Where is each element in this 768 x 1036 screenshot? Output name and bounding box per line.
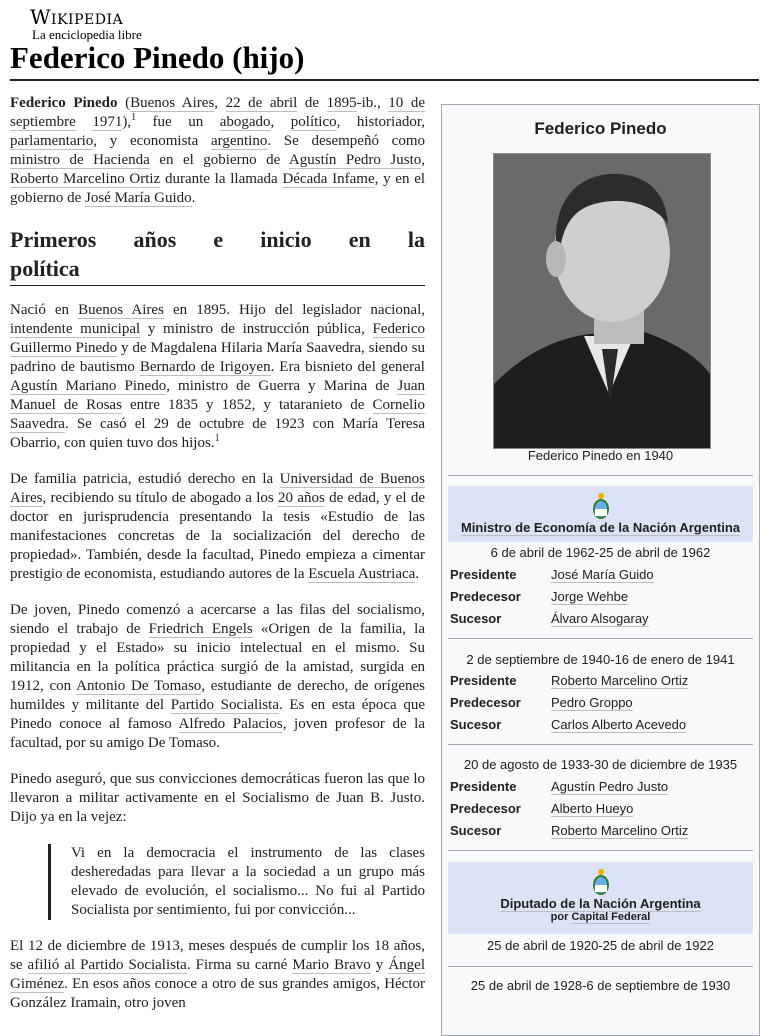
office-title[interactable]	[448, 896, 753, 911]
link-buenos-aires[interactable]: Buenos Aires	[78, 302, 164, 318]
link-cornelio-saavedra[interactable]: Cornelio Saavedra	[10, 397, 425, 432]
district-link[interactable]: Capital Federal	[571, 911, 651, 923]
text: . Se casó el 29 de octubre de 1923 con María Teresa Obarrio, con quien tuvo dos hijos.	[10, 416, 425, 451]
row-label: Presidente	[450, 567, 517, 582]
link-uba[interactable]: Universidad de Buenos Aires	[10, 471, 425, 506]
text: , y en el gobierno de	[10, 171, 426, 206]
link-afilio[interactable]: afilió al Partido Socialista	[27, 957, 187, 973]
link-ortiz[interactable]: Roberto Marcelino Ortiz	[10, 171, 161, 187]
link-juan-manuel-de-rosas[interactable]: Juan Manuel de Rosas	[10, 378, 425, 413]
text: De joven, Pinedo comenzó a acercarse a las filas del socialismo, siendo el trabajo de	[10, 602, 425, 637]
term-dates: 20 de agosto de 1933-30 de diciembre de 1935	[463, 757, 738, 772]
link-antonio-de-tomaso[interactable]: Antonio De Tomaso	[76, 678, 202, 694]
row-value-link[interactable]: Roberto Marcelino Ortiz	[551, 823, 689, 838]
text: entre 1835 y 1852, y tataranieto de	[121, 397, 373, 413]
row-label: Presidente	[450, 673, 517, 688]
infobox-row	[450, 611, 750, 629]
text: fue un	[136, 114, 220, 130]
link-birthplace[interactable]: Buenos Aires	[130, 95, 215, 111]
infobox-row	[450, 695, 750, 713]
link-mario-bravo[interactable]: Mario Bravo	[292, 957, 371, 973]
infobox-row	[450, 589, 750, 607]
link-escuela-austriaca[interactable]: Escuela Austriaca	[308, 566, 416, 582]
text: . Se desempeñó como	[267, 133, 425, 149]
infobox-row	[450, 717, 750, 735]
text: De familia patricia, estudió derecho en la	[10, 471, 280, 487]
link-friedrich-engels[interactable]: Friedrich Engels	[148, 621, 253, 637]
divider	[448, 475, 753, 476]
link-intendente[interactable]: intendente municipal	[10, 321, 141, 337]
text: (	[117, 95, 131, 111]
term-dates: 25 de abril de 1928-6 de septiembre de 1930	[470, 978, 731, 993]
link-bernardo-de-irigoyen[interactable]: Bernardo de Irigoyen	[139, 359, 271, 375]
row-label: Predecesor	[450, 589, 521, 604]
row-value-link[interactable]: Álvaro Alsogaray	[551, 611, 649, 626]
link-justo[interactable]: Agustín Pedro Justo	[288, 152, 422, 168]
divider	[448, 638, 753, 639]
link-politico[interactable]: político	[290, 114, 337, 130]
text: , ministro de Guerra y Marina de	[166, 378, 398, 394]
office-title[interactable]	[448, 520, 753, 535]
link-birthyear[interactable]: 1895	[326, 95, 357, 111]
text: . Firma su carné	[186, 957, 293, 973]
office-title-link[interactable]: Diputado de la Nación Argentina	[500, 896, 701, 911]
reference-1[interactable]: 1	[214, 433, 220, 444]
wikipedia-logo[interactable]	[30, 6, 142, 41]
text: .	[415, 566, 420, 582]
row-label: Presidente	[450, 779, 517, 794]
portrait-image	[494, 154, 710, 448]
text: durante la llamada	[160, 171, 283, 187]
text: , recibiendo su título de abogado a los	[42, 490, 279, 506]
link-20-anos[interactable]: 20 años	[278, 490, 325, 506]
row-value-link[interactable]: Roberto Marcelino Ortiz	[551, 673, 689, 688]
wordmark	[30, 6, 142, 28]
link-argentino[interactable]: argentino	[210, 133, 268, 149]
paragraph-early-life	[10, 301, 425, 453]
office-subtitle	[448, 911, 753, 923]
text: El 12 de diciembre de 1913, meses después de cumplir los 18 años, se	[10, 938, 425, 973]
term-dates: 25 de abril de 1920-25 de abril de 1922	[487, 938, 714, 953]
text: y de Magdalena Hilaria María Saavedra, siendo su padrino de bautismo	[10, 340, 425, 375]
link-deathyear[interactable]: 1971	[92, 114, 123, 130]
link-agustin-mariano-pinedo[interactable]: Agustín Mariano Pinedo	[10, 378, 167, 394]
portrait-photo[interactable]	[493, 153, 711, 449]
office-title-link[interactable]: Ministro de Economía de la Nación Argentina	[460, 520, 741, 535]
wordmark-text: Wikipedia	[30, 5, 124, 29]
section-heading	[10, 225, 425, 286]
paragraph-education	[10, 470, 425, 584]
divider	[448, 744, 753, 745]
text: ,	[214, 95, 226, 111]
text: .	[191, 190, 196, 206]
text: por	[550, 911, 572, 923]
link-deathdate[interactable]: 10 de septiembre	[10, 95, 425, 130]
infobox	[441, 104, 760, 1036]
office-header-deputy	[448, 862, 753, 934]
row-label: Predecesor	[450, 801, 521, 816]
text: «Origen de la familia, la propiedad y el Estado» su inicio intelectual en el mismo. Su militancia en la política práctica surgió de la amistad, surgida en 1912, con	[10, 621, 425, 694]
title-divider	[10, 79, 759, 81]
row-value-link[interactable]: José María Guido	[551, 567, 654, 582]
text	[76, 114, 93, 130]
link-partido-socialista[interactable]: Partido Socialista	[170, 697, 279, 713]
office-header-minister	[448, 486, 753, 542]
infobox-row	[450, 567, 750, 585]
row-label: Sucesor	[450, 823, 502, 838]
text: . Era bisnieto del general	[270, 359, 425, 375]
text: , estudiante de derecho, de orígenes humildes y militante del	[10, 678, 425, 713]
coat-of-arms-icon	[590, 492, 612, 520]
reference-1[interactable]: 1	[131, 112, 137, 123]
page-title: Federico Pinedo (hijo)	[10, 40, 305, 75]
row-value-link[interactable]: Carlos Alberto Acevedo	[551, 717, 687, 732]
paragraph-affiliation	[10, 937, 425, 1013]
link-alfredo-palacios[interactable]: Alfredo Palacios	[178, 716, 283, 732]
link-abogado[interactable]: abogado	[219, 114, 271, 130]
link-guido[interactable]: José María Guido	[84, 190, 192, 206]
text: ,	[270, 114, 291, 130]
text: , y economista	[93, 133, 211, 149]
link-federico-guillermo-pinedo[interactable]: Federico Guillermo Pinedo	[10, 321, 425, 356]
row-label: Predecesor	[450, 695, 521, 710]
row-value-link[interactable]: Alberto Hueyo	[551, 801, 634, 816]
text: ),	[122, 114, 132, 130]
heading-line: política	[10, 256, 80, 281]
divider	[448, 966, 753, 967]
term-dates: 2 de septiembre de 1940-16 de enero de 1941	[466, 652, 735, 667]
row-value-link[interactable]: Agustín Pedro Justo	[551, 779, 669, 794]
infobox-row	[450, 779, 750, 797]
divider	[448, 850, 753, 851]
text: y	[370, 957, 389, 973]
text: de	[297, 95, 327, 111]
text: y ministro de instrucción pública,	[140, 321, 373, 337]
blockquote: Vi en la democracia el instrumento de las clases desheredadas para llevar a la sociedad a un grupo más elevado de evolución, el socialismo... No fui al Partido Socialista por sentimiento, fui por convicción...	[48, 844, 425, 920]
link-birthdate[interactable]: 22 de abril	[225, 95, 298, 111]
text: Nació en	[10, 302, 79, 318]
article-body	[10, 94, 425, 1030]
text: de edad, y el de doctor en jurisprudencia presentando la tesis «Estudio de las manifestaciones concretas de la socialización del derecho de propiedad». También, desde la facultad, Pinedo empieza a cimentar prestigio de economista, estudiando autores de la	[10, 490, 425, 582]
portrait-caption: Federico Pinedo en 1940	[527, 448, 674, 463]
infobox-row	[450, 673, 750, 691]
text: , historiador,	[336, 114, 426, 130]
row-label: Sucesor	[450, 611, 502, 626]
subject-name: Federico Pinedo	[10, 95, 118, 111]
row-label: Sucesor	[450, 717, 502, 732]
text: -ib.,	[356, 95, 389, 111]
intro-paragraph	[10, 94, 425, 208]
text: en 1895. Hijo del legislador nacional,	[163, 302, 425, 318]
row-value-link[interactable]: Pedro Groppo	[551, 695, 633, 710]
heading-line: Primeros años e inicio en la	[10, 227, 425, 252]
link-angel-gimenez[interactable]: Ángel Giménez	[10, 957, 425, 992]
link-ministro-hacienda[interactable]: ministro de Hacienda	[10, 152, 150, 168]
text: , joven profesor de la facultad, por su amigo De Tomaso.	[10, 716, 426, 751]
text: . En esos años conoce a otro de sus grandes amigos, Héctor González Iramain, otro joven	[10, 976, 425, 1011]
link-decada-infame[interactable]: Década Infame	[282, 171, 375, 187]
term-dates: 6 de abril de 1962-25 de abril de 1962	[490, 545, 711, 560]
paragraph-socialism	[10, 601, 425, 753]
infobox-title: Federico Pinedo	[534, 119, 667, 138]
tagline: La enciclopedia libre	[32, 27, 142, 42]
coat-of-arms-icon	[590, 868, 612, 896]
text: ,	[421, 152, 426, 168]
row-value-link[interactable]: Jorge Wehbe	[551, 589, 629, 604]
paragraph-convictions: Pinedo aseguró, que sus convicciones democráticas fueron las que lo llevaron a militar activamente en el Socialismo de Juan B. Justo. Dijo ya en la vejez:	[10, 771, 425, 825]
text: . Es en esta época que Pinedo conoce al famoso	[10, 697, 426, 732]
infobox-row	[450, 823, 750, 841]
link-parlamentario[interactable]: parlamentario	[10, 133, 94, 149]
infobox-row	[450, 801, 750, 819]
text: en el gobierno de	[149, 152, 289, 168]
